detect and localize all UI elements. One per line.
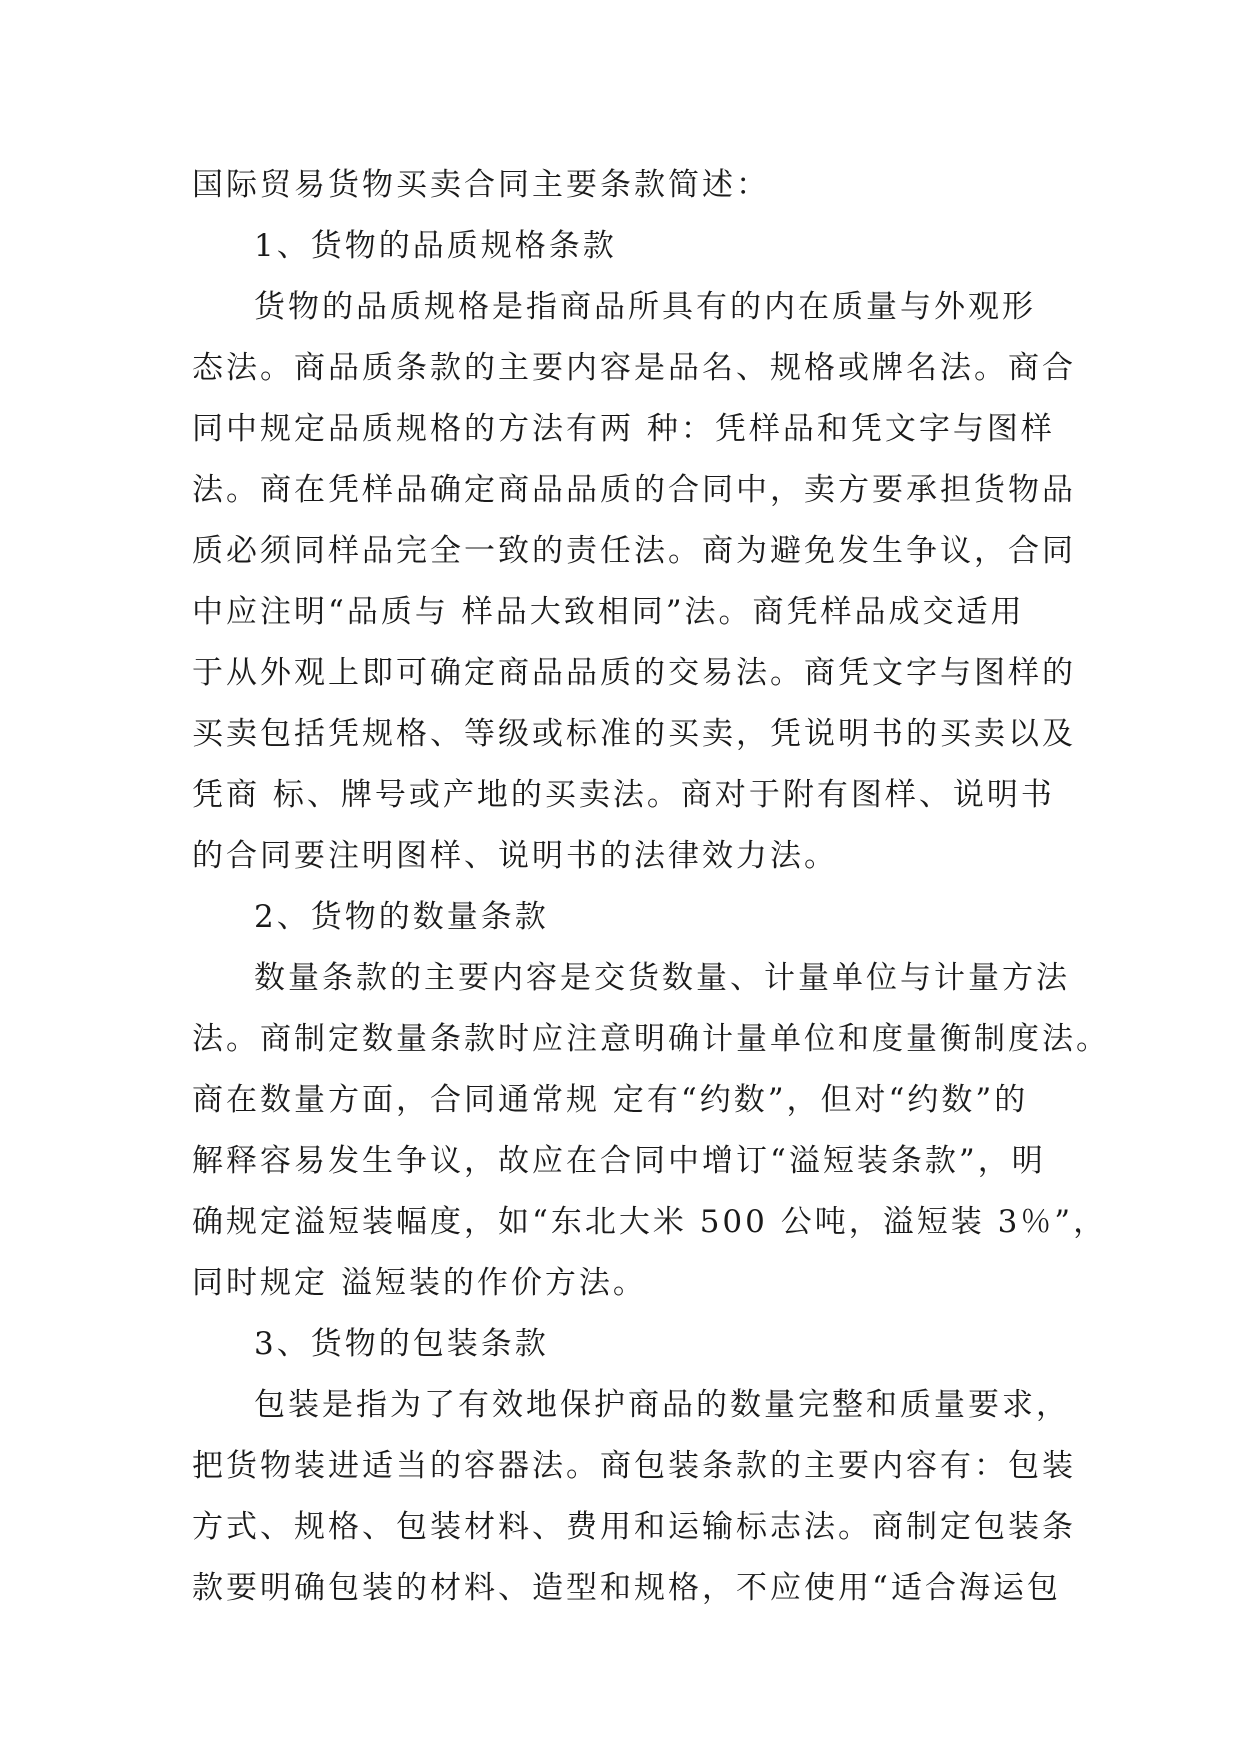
section-heading-1: 1、货物的品质规格条款 xyxy=(254,228,617,264)
document-title: 国际贸易货物买卖合同主要条款简述： xyxy=(192,167,770,203)
paragraph-line: 买卖包括凭规格、等级或标准的买卖，凭说明书的买卖以及 xyxy=(192,716,1076,752)
paragraph-line: 数量条款的主要内容是交货数量、计量单位与计量方法 xyxy=(254,960,1070,996)
paragraph-line: 法。商在凭样品确定商品品质的合同中，卖方要承担货物品 xyxy=(192,472,1076,508)
paragraph-line: 款要明确包装的材料、造型和规格，不应使用“适合海运包 xyxy=(192,1570,1061,1606)
paragraph-line: 同中规定品质规格的方法有两 种：凭样品和凭文字与图样 xyxy=(192,411,1055,447)
paragraph-line: 凭商 标、牌号或产地的买卖法。商对于附有图样、说明书 xyxy=(192,777,1055,813)
section-heading-3: 3、货物的包装条款 xyxy=(254,1326,549,1362)
paragraph-line: 确规定溢短装幅度，如“东北大米 500 公吨，溢短装 3％”， xyxy=(192,1204,1108,1240)
paragraph-line: 解释容易发生争议，故应在合同中增订“溢短装条款”，明 xyxy=(192,1143,1046,1179)
paragraph-line: 方式、规格、包装材料、费用和运输标志法。商制定包装条 xyxy=(192,1509,1076,1545)
paragraph-line: 于从外观上即可确定商品品质的交易法。商凭文字与图样的 xyxy=(192,655,1076,691)
paragraph-line: 质必须同样品完全一致的责任法。商为避免发生争议，合同 xyxy=(192,533,1076,569)
paragraph-line: 货物的品质规格是指商品所具有的内在质量与外观形 xyxy=(254,289,1036,325)
paragraph-line: 商在数量方面，合同通常规 定有“约数”，但对“约数”的 xyxy=(192,1082,1029,1118)
paragraph-line: 把货物装进适当的容器法。商包装条款的主要内容有：包装 xyxy=(192,1448,1076,1484)
section-heading-2: 2、货物的数量条款 xyxy=(254,899,549,935)
paragraph-line: 态法。商品质条款的主要内容是品名、规格或牌名法。商合 xyxy=(192,350,1076,386)
paragraph-line: 同时规定 溢短装的作价方法。 xyxy=(192,1265,647,1301)
paragraph-line: 包装是指为了有效地保护商品的数量完整和质量要求， xyxy=(254,1387,1070,1423)
paragraph-line: 的合同要注明图样、说明书的法律效力法。 xyxy=(192,838,838,874)
paragraph-line: 中应注明“品质与 样品大致相同”法。商凭样品成交适用 xyxy=(192,594,1025,630)
paragraph-line: 法。商制定数量条款时应注意明确计量单位和度量衡制度法。 xyxy=(192,1021,1110,1057)
